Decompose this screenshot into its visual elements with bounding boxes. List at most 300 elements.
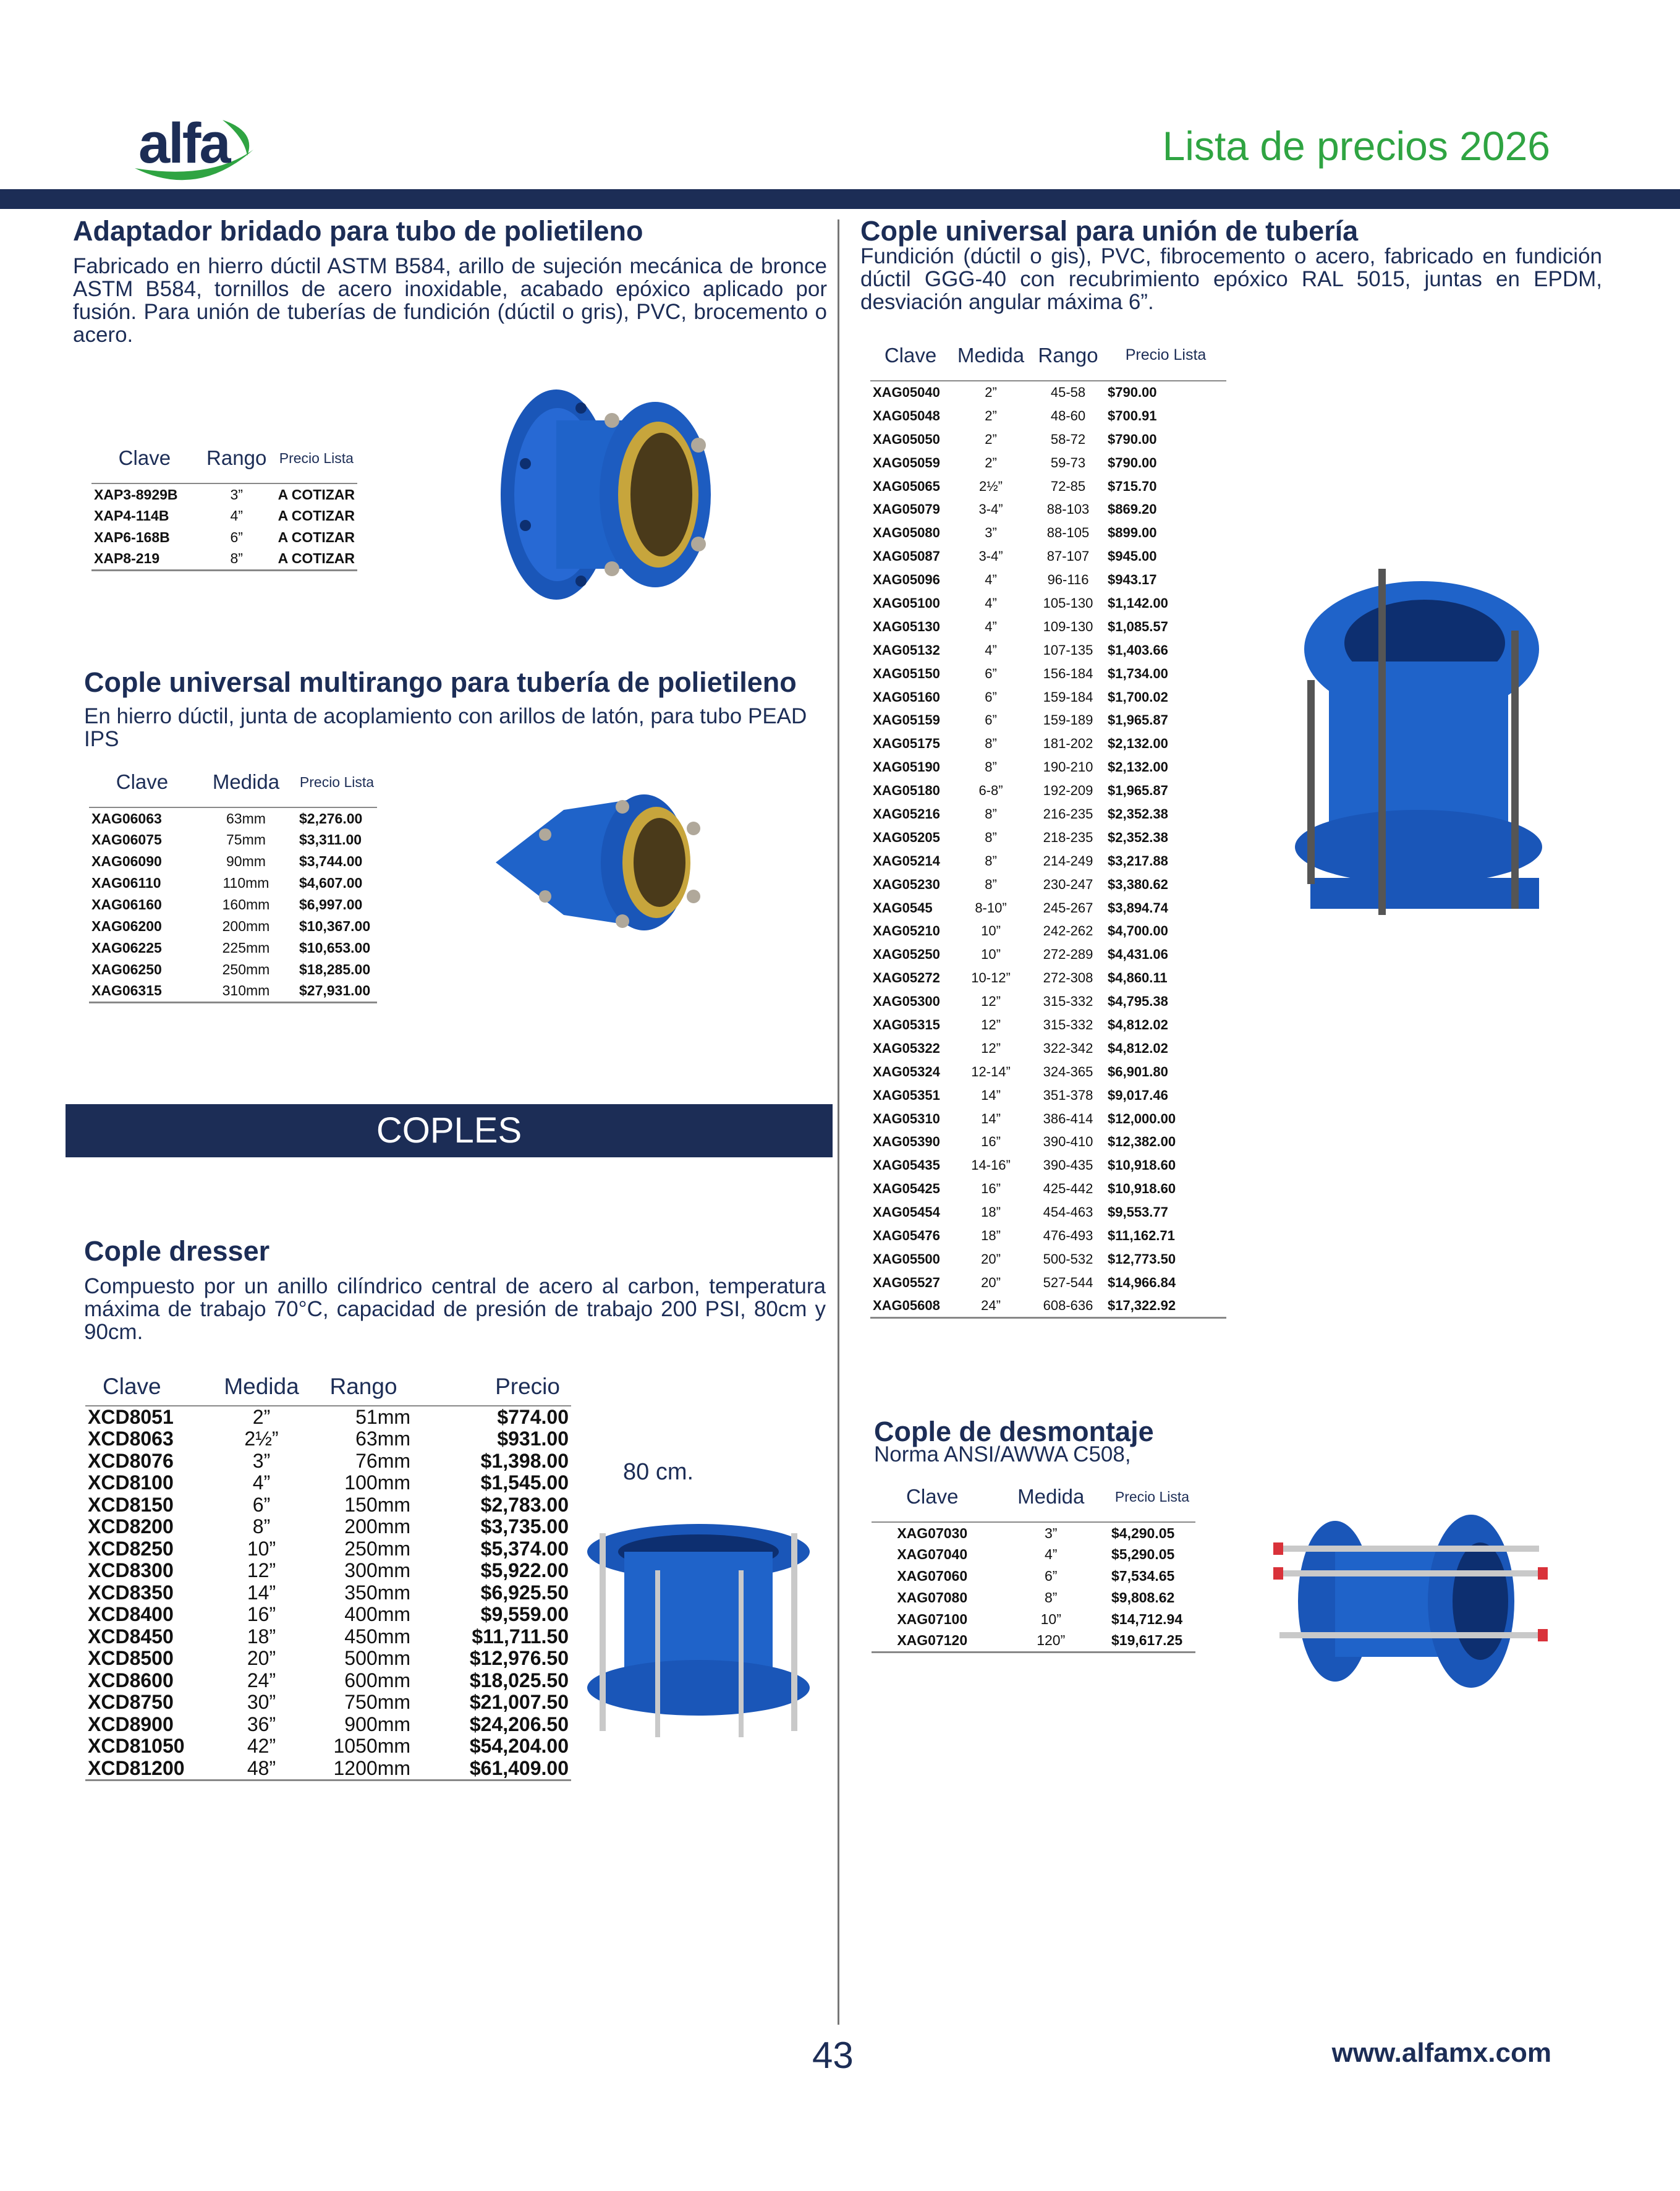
table-cell: 10” [981, 923, 1001, 939]
table-cell: $12,382.00 [1108, 1134, 1176, 1150]
table-cell: 4” [1045, 1546, 1058, 1562]
table-row [89, 807, 377, 829]
table-cell: $6,997.00 [299, 896, 363, 913]
table-cell: XAG05500 [873, 1251, 940, 1267]
table-cell: $6,925.50 [480, 1581, 569, 1604]
table-cell: 500-532 [1043, 1251, 1093, 1267]
table-cell: $3,217.88 [1108, 853, 1168, 869]
table-cell: 4” [985, 595, 997, 611]
table-cell: XAG05272 [873, 970, 940, 986]
table-row [870, 381, 1226, 404]
table-cell: 87-107 [1046, 548, 1090, 564]
table-row [85, 1450, 571, 1473]
table-cell: $3,380.62 [1108, 876, 1168, 892]
table-cell: 350mm [344, 1581, 410, 1604]
table-row [85, 1516, 571, 1538]
table-cell: $1,085.57 [1108, 618, 1168, 634]
table-row [91, 483, 357, 505]
dresser-title: Cople dresser [84, 1235, 270, 1267]
table-cell: XCD8350 [88, 1581, 174, 1604]
table-cell: XCD8100 [88, 1471, 174, 1494]
table-cell: 4” [985, 572, 997, 588]
table-cell: $3,735.00 [480, 1515, 569, 1538]
table-cell: 3-4” [978, 501, 1003, 517]
table-cell: XAG05159 [873, 712, 940, 728]
table-cell: XCD8150 [88, 1493, 174, 1516]
table-cell: XAG06090 [91, 853, 162, 869]
table-row [89, 872, 377, 894]
cople-universal-image [1286, 556, 1545, 952]
table-cell: 476-493 [1043, 1228, 1093, 1243]
table-cell: A COTIZAR [278, 508, 355, 524]
table-cell: 245-267 [1043, 900, 1093, 916]
adaptador-description: Fabricado en hierro dúctil ASTM B584, arillo de sujeción mecánica de bronce ASTM B584, tornillos de acero inoxidable, acabado epóxico aplicado por fusión. Para unión de tuberías de fundición (dúctil o gris), PVC, brocemento o acero. [73, 254, 827, 347]
table-cell: XCD8900 [88, 1712, 174, 1735]
table-cell: 600mm [344, 1669, 410, 1691]
table-cell: 88-105 [1046, 525, 1090, 541]
universal-table [870, 330, 1226, 1319]
table-cell: 527-544 [1043, 1274, 1093, 1290]
col-header-clave: Clave [872, 1471, 993, 1522]
table-cell: XCD8063 [88, 1427, 174, 1450]
table-cell: XAG05130 [873, 618, 940, 634]
table-row [870, 1013, 1226, 1037]
table-row [870, 919, 1226, 943]
table-row [85, 1735, 571, 1758]
table-row [89, 894, 377, 916]
logo-text: alfa [138, 112, 229, 175]
table-cell: XAG07080 [897, 1589, 968, 1606]
table-cell: $700.91 [1108, 407, 1157, 423]
table-cell: 386-414 [1043, 1110, 1093, 1126]
table-cell: $3,744.00 [299, 853, 363, 869]
table-cell: 192-209 [1043, 783, 1093, 799]
table-cell: $1,965.87 [1108, 712, 1168, 728]
table-row [870, 1037, 1226, 1060]
table-cell: XAG07040 [897, 1546, 968, 1562]
table-cell: 48-60 [1050, 407, 1086, 423]
table-cell: $1,734.00 [1108, 665, 1168, 681]
table-cell: A COTIZAR [278, 529, 355, 545]
table-cell: 8” [230, 550, 243, 567]
table-cell: 14” [981, 1110, 1001, 1126]
col-header-clave: Clave [870, 330, 951, 381]
table-row [89, 916, 377, 937]
table-cell: $1,142.00 [1108, 595, 1168, 611]
table-cell: XAG05160 [873, 689, 940, 705]
col-header-precio: Precio Lista [1105, 330, 1226, 381]
table-cell: 63mm [226, 810, 266, 827]
table-row [872, 1544, 1195, 1565]
table-cell: XAG07120 [897, 1632, 968, 1649]
table-cell: 120” [1037, 1632, 1066, 1649]
table-cell: 88-103 [1046, 501, 1090, 517]
table-cell: 2” [985, 431, 997, 447]
table-cell: $5,290.05 [1111, 1546, 1175, 1562]
universal-title: Cople universal para unión de tubería [860, 215, 1359, 247]
table-cell: 3” [985, 525, 997, 541]
table-cell: XAG05050 [873, 431, 940, 447]
col-header-clave: Clave [91, 433, 198, 483]
table-cell: XCD8450 [88, 1625, 174, 1648]
table-cell: 310mm [222, 982, 270, 999]
table-cell: $2,276.00 [299, 810, 363, 827]
table-row [870, 1271, 1226, 1295]
table-row [870, 1177, 1226, 1201]
table-row [870, 732, 1226, 755]
col-header-rango: Rango [314, 1368, 413, 1406]
table-cell: 2½” [244, 1427, 279, 1450]
cople-dresser-image [581, 1515, 816, 1756]
table-cell: XAG05250 [873, 947, 940, 963]
table-row [89, 829, 377, 851]
table-cell: 12” [981, 993, 1001, 1010]
table-cell: 181-202 [1043, 736, 1093, 752]
col-header-clave: Clave [89, 757, 195, 807]
col-header-medida: Medida [209, 1368, 314, 1406]
table-cell: XAG05065 [873, 478, 940, 494]
table-cell: 24” [981, 1297, 1001, 1313]
table-cell: $11,162.71 [1108, 1228, 1175, 1243]
table-cell: XAG05476 [873, 1228, 940, 1243]
table-cell: $1,965.87 [1108, 783, 1168, 799]
table-cell: 72-85 [1050, 478, 1086, 494]
table-cell: 8” [985, 876, 997, 892]
adaptador-table [91, 433, 357, 571]
table-cell: 16” [981, 1134, 1001, 1150]
table-cell: 10” [1040, 1611, 1061, 1627]
table-cell: 200mm [222, 918, 270, 934]
table-cell: XAG05190 [873, 759, 940, 775]
table-cell: XAG05216 [873, 806, 940, 822]
table-cell: 18” [981, 1228, 1001, 1243]
table-cell: $4,431.06 [1108, 947, 1168, 963]
table-cell: 8-10” [975, 900, 1007, 916]
table-cell: XAG07030 [897, 1525, 968, 1541]
table-cell: A COTIZAR [278, 486, 355, 503]
table-cell: 36” [247, 1712, 276, 1735]
table-cell: $1,403.66 [1108, 642, 1168, 658]
table-cell: XAG06200 [91, 918, 162, 934]
table-cell: $2,783.00 [480, 1493, 569, 1516]
website-link[interactable]: www.alfamx.com [1331, 2038, 1551, 2068]
coples-section-band: COPLES [66, 1104, 833, 1157]
table-cell: XAG05210 [873, 923, 940, 939]
table-cell: $9,553.77 [1108, 1204, 1168, 1220]
table-cell: $943.17 [1108, 572, 1157, 588]
table-row [870, 755, 1226, 779]
table-cell: 159-184 [1043, 689, 1093, 705]
table-cell: $4,812.02 [1108, 1016, 1168, 1032]
table-cell: XCD8500 [88, 1647, 174, 1670]
table-cell: 500mm [344, 1647, 410, 1670]
table-cell: 230-247 [1043, 876, 1093, 892]
table-row [85, 1758, 571, 1780]
table-cell: XAG05175 [873, 736, 940, 752]
table-cell: XAG0545 [873, 900, 933, 916]
table-row [89, 981, 377, 1002]
table-cell: 10” [247, 1537, 276, 1560]
table-cell: $774.00 [497, 1406, 569, 1428]
table-cell: XAP6-168B [94, 529, 170, 545]
table-cell: 96-116 [1047, 572, 1089, 588]
table-row [89, 937, 377, 959]
table-cell: 4” [252, 1471, 271, 1494]
table-row [870, 404, 1226, 428]
table-cell: 16” [981, 1181, 1001, 1197]
table-cell: $4,860.11 [1108, 970, 1168, 986]
table-cell: 4” [230, 508, 243, 524]
table-cell: $2,132.00 [1108, 759, 1168, 775]
table-cell: 8” [985, 853, 997, 869]
table-cell: 14-16” [971, 1157, 1011, 1173]
desmontaje-title: Cople de desmontaje [874, 1416, 1154, 1447]
table-cell: 190-210 [1043, 759, 1093, 775]
table-cell: 2” [985, 454, 997, 470]
table-cell: $1,545.00 [480, 1471, 569, 1494]
table-row [85, 1428, 571, 1450]
table-cell: 90mm [226, 853, 266, 869]
table-cell: XCD81200 [88, 1756, 185, 1779]
table-cell: XCD81050 [88, 1735, 185, 1758]
table-cell: 10-12” [971, 970, 1011, 986]
table-cell: $9,808.62 [1111, 1589, 1175, 1606]
desmontaje-subtitle: Norma ANSI/AWWA C508, [874, 1442, 1131, 1466]
dresser-table [85, 1368, 571, 1781]
col-header-precio: Precio [413, 1368, 571, 1406]
table-cell: XAG05059 [873, 454, 940, 470]
table-cell: $10,918.60 [1108, 1181, 1176, 1197]
table-cell: 45-58 [1050, 385, 1086, 401]
table-row [870, 498, 1226, 521]
table-row [85, 1494, 571, 1517]
table-cell: 3” [230, 486, 243, 503]
table-row [870, 779, 1226, 802]
table-cell: 42” [247, 1735, 276, 1758]
table-row [870, 896, 1226, 920]
table-cell: 2½” [979, 478, 1003, 494]
table-cell: 8” [985, 829, 997, 845]
table-row [870, 943, 1226, 966]
table-cell: XAG05132 [873, 642, 940, 658]
adaptador-bridado-image [488, 383, 723, 606]
table-cell: XCD8200 [88, 1515, 174, 1538]
page-title: Lista de precios 2026 [1162, 123, 1550, 169]
table-cell: $10,653.00 [299, 940, 371, 956]
table-row [870, 1084, 1226, 1107]
multirango-description: En hierro dúctil, junta de acoplamiento con arillos de latón, para tubo PEAD IPS [84, 704, 807, 751]
col-header-medida: Medida [951, 330, 1031, 381]
table-row [870, 1107, 1226, 1131]
table-cell: $945.00 [1108, 548, 1157, 564]
col-header-precio: Precio Lista [297, 757, 377, 807]
table-row [85, 1560, 571, 1582]
table-cell: 20” [981, 1251, 1001, 1267]
table-row [870, 1154, 1226, 1177]
table-cell: 218-235 [1043, 829, 1093, 845]
table-cell: $715.70 [1108, 478, 1157, 494]
table-cell: XAP8-219 [94, 550, 160, 567]
table-cell: 105-130 [1043, 595, 1093, 611]
table-cell: XAG07060 [897, 1568, 968, 1584]
table-cell: 109-130 [1043, 618, 1093, 634]
table-cell: 3-4” [978, 548, 1003, 564]
table-cell: 110mm [223, 875, 269, 891]
col-header-rango: Rango [198, 433, 276, 483]
table-cell: $14,712.94 [1111, 1611, 1183, 1627]
table-cell: XAG05324 [873, 1063, 940, 1079]
table-cell: 272-308 [1043, 970, 1093, 986]
table-cell: $9,017.46 [1108, 1087, 1168, 1103]
table-row [870, 802, 1226, 826]
table-cell: XAG05351 [873, 1087, 940, 1103]
table-cell: XAG05080 [873, 525, 940, 541]
multirango-table [89, 757, 377, 1003]
table-cell: 300mm [344, 1559, 410, 1582]
table-cell: $3,894.74 [1108, 900, 1168, 916]
table-cell: 6” [985, 665, 997, 681]
table-cell: 12” [981, 1040, 1001, 1056]
table-cell: 12-14” [971, 1063, 1011, 1079]
table-cell: XAG05454 [873, 1204, 940, 1220]
table-cell: 900mm [344, 1712, 410, 1735]
table-row [85, 1472, 571, 1494]
table-cell: 6” [1045, 1568, 1058, 1584]
table-row [872, 1565, 1195, 1587]
table-cell: 3” [1045, 1525, 1058, 1541]
table-row [870, 1295, 1226, 1318]
table-cell: $1,398.00 [480, 1449, 569, 1472]
table-row [870, 545, 1226, 568]
table-cell: XAG05150 [873, 665, 940, 681]
table-cell: 6” [230, 529, 243, 545]
col-header-clave: Clave [85, 1368, 209, 1406]
table-cell: $12,773.50 [1108, 1251, 1176, 1267]
table-cell: 20” [247, 1647, 276, 1670]
col-header-precio: Precio Lista [1109, 1471, 1195, 1522]
table-row [870, 592, 1226, 615]
table-row [870, 686, 1226, 709]
table-cell: XAG05214 [873, 853, 940, 869]
table-cell: 76mm [355, 1449, 410, 1472]
table-row [870, 639, 1226, 662]
table-row [85, 1648, 571, 1670]
table-cell: 450mm [344, 1625, 410, 1648]
table-cell: 107-135 [1043, 642, 1093, 658]
table-cell: XAG05180 [873, 783, 940, 799]
table-cell: 250mm [222, 961, 270, 977]
table-cell: XAG06063 [91, 810, 162, 827]
table-cell: 6-8” [978, 783, 1003, 799]
table-row [870, 966, 1226, 990]
table-cell: $14,966.84 [1108, 1274, 1176, 1290]
table-cell: $11,711.50 [472, 1625, 569, 1648]
table-cell: $10,367.00 [299, 918, 371, 934]
table-cell: $54,204.00 [469, 1735, 569, 1758]
table-cell: 272-289 [1043, 947, 1093, 963]
table-cell: 216-235 [1043, 806, 1093, 822]
table-cell: 8” [985, 759, 997, 775]
col-header-medida: Medida [195, 757, 297, 807]
table-cell: $899.00 [1108, 525, 1157, 541]
table-row [872, 1609, 1195, 1630]
table-cell: $27,931.00 [299, 982, 371, 999]
table-cell: XAG05096 [873, 572, 940, 588]
table-cell: XCD8600 [88, 1669, 174, 1691]
table-row [870, 1131, 1226, 1154]
table-cell: 4” [985, 618, 997, 634]
table-cell: XAG05230 [873, 876, 940, 892]
table-cell: XAG06075 [91, 832, 162, 848]
column-divider [838, 219, 839, 2025]
col-header-precio: Precio Lista [276, 433, 357, 483]
table-cell: $21,007.50 [469, 1691, 569, 1714]
table-cell: XAG06315 [91, 982, 162, 999]
table-row [870, 615, 1226, 639]
table-cell: 58-72 [1050, 431, 1086, 447]
table-cell: 4” [985, 642, 997, 658]
table-cell: XCD8750 [88, 1691, 174, 1714]
table-row [870, 1224, 1226, 1248]
table-row [85, 1604, 571, 1626]
table-cell: XAG05390 [873, 1134, 940, 1150]
table-cell: 1200mm [333, 1756, 410, 1779]
table-cell: 3” [252, 1449, 271, 1472]
table-cell: $4,607.00 [299, 875, 363, 891]
table-cell: $4,290.05 [1111, 1525, 1175, 1541]
table-cell: 1050mm [333, 1735, 410, 1758]
table-cell: XCD8250 [88, 1537, 174, 1560]
table-cell: XAG05608 [873, 1297, 940, 1313]
table-cell: 14” [981, 1087, 1001, 1103]
dresser-description: Compuesto por un anillo cilíndrico central de acero al carbon, temperatura máxima de trabajo 70°C, capacidad de presión de trabajo 200 PSI, 80cm y 90cm. [84, 1274, 826, 1344]
table-cell: XAP3-8929B [94, 486, 178, 503]
table-row [91, 548, 357, 570]
table-cell: $4,812.02 [1108, 1040, 1168, 1056]
table-cell: $790.00 [1108, 385, 1157, 401]
dresser-image-label: 80 cm. [623, 1459, 694, 1485]
table-cell: $17,322.92 [1108, 1297, 1176, 1313]
cople-multirango-image [490, 785, 737, 940]
table-row [85, 1691, 571, 1714]
table-cell: XAG06160 [91, 896, 162, 913]
table-cell: XAP4-114B [94, 508, 169, 524]
table-cell: $12,000.00 [1108, 1110, 1176, 1126]
table-row [870, 1201, 1226, 1224]
col-header-rango: Rango [1031, 330, 1105, 381]
table-cell: 6” [985, 689, 997, 705]
table-cell: XAG05322 [873, 1040, 940, 1056]
table-row [872, 1587, 1195, 1609]
table-cell: XCD8400 [88, 1603, 174, 1626]
table-cell: $5,374.00 [480, 1537, 569, 1560]
table-cell: XAG05300 [873, 993, 940, 1010]
table-cell: 200mm [344, 1515, 410, 1538]
table-cell: XAG05048 [873, 407, 940, 423]
table-cell: XCD8076 [88, 1449, 174, 1472]
table-cell: 390-435 [1043, 1157, 1093, 1173]
table-row [870, 826, 1226, 849]
table-cell: 324-365 [1043, 1063, 1093, 1079]
table-cell: 608-636 [1043, 1297, 1093, 1313]
table-row [870, 990, 1226, 1013]
table-row [870, 1060, 1226, 1084]
table-row [870, 451, 1226, 475]
table-row [870, 428, 1226, 451]
table-row [91, 527, 357, 548]
table-row [85, 1626, 571, 1648]
table-cell: 156-184 [1043, 665, 1093, 681]
